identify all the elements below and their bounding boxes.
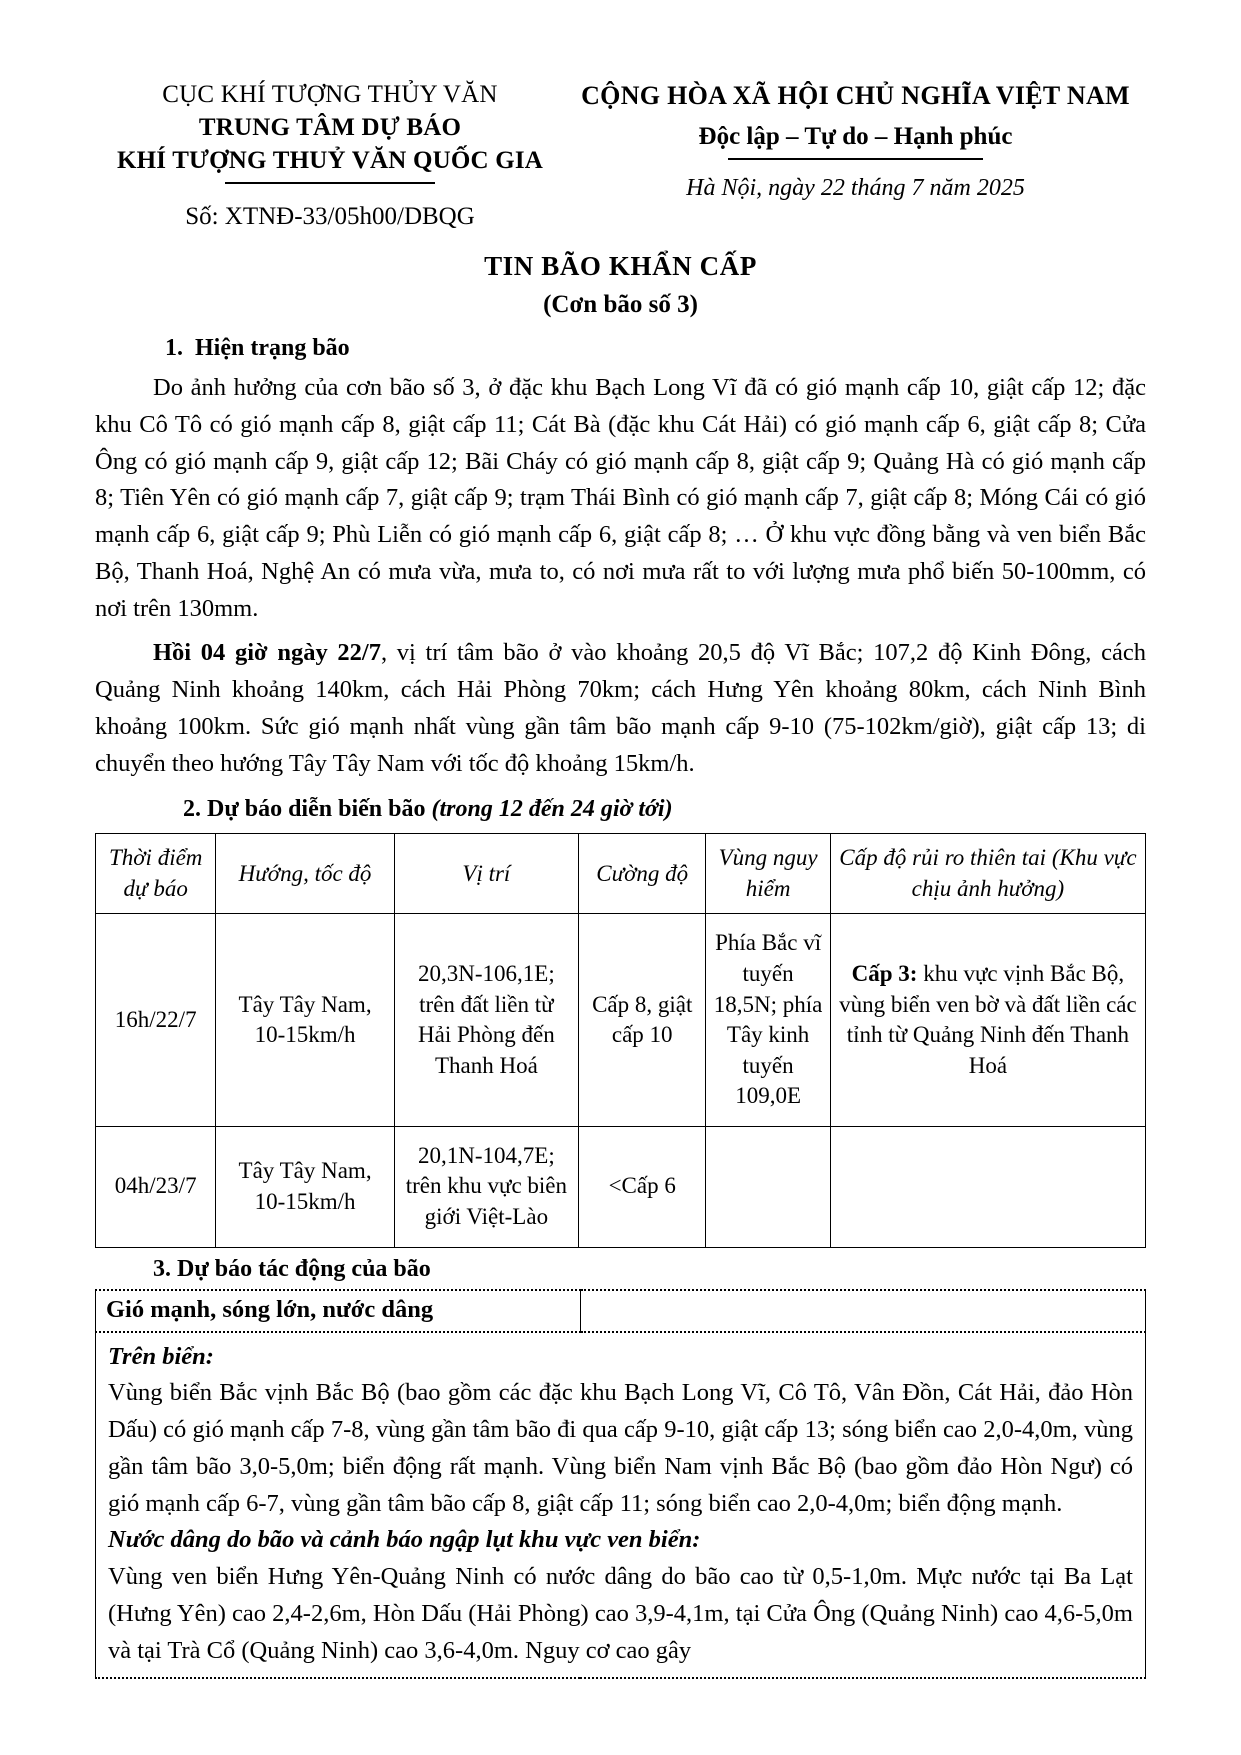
document-header xyxy=(0,0,1241,233)
table-header-row xyxy=(96,834,1146,914)
cell-intensity: Cấp 8, giật cấp 10 xyxy=(579,914,706,1126)
agency-line-2: TRUNG TÂM DỰ BÁO xyxy=(198,114,462,141)
impact-table-body xyxy=(96,1290,1146,1679)
forecast-time-emphasis: Hồi 04 giờ ngày 22/7 xyxy=(153,639,381,667)
page-title: TIN BÃO KHẨN CẤP xyxy=(484,251,757,281)
cell-intensity: <Cấp 6 xyxy=(579,1126,706,1247)
cell-risk-level xyxy=(830,914,1145,1126)
header-danger-zone: Vùng nguy hiểm xyxy=(706,834,830,914)
impact-title-empty-cell xyxy=(580,1290,1145,1332)
header-intensity: Cường độ xyxy=(579,834,706,914)
risk-level-badge: Cấp 3: xyxy=(851,960,918,986)
cell-danger-zone xyxy=(706,1126,830,1247)
surge-impact-label: Nước dâng do bão và cảnh báo ngập lụt khu vực ven biển: xyxy=(108,1526,701,1554)
forecast-table xyxy=(95,833,1146,1247)
cell-position: 20,3N-106,1E; trên đất liền từ Hải Phòng đến Thanh Hoá xyxy=(394,914,578,1126)
table-row xyxy=(96,1126,1146,1247)
issuing-agency-block xyxy=(95,78,565,233)
agency-divider xyxy=(225,182,435,184)
cell-danger-zone: Phía Bắc vĩ tuyến 18,5N; phía Tây kinh tuyến 109,0E xyxy=(706,914,830,1126)
sea-impact-label-text: Trên biển xyxy=(108,1342,206,1370)
document-number: Số: XTNĐ-33/05h00/DBQG xyxy=(185,203,475,230)
table-row xyxy=(96,914,1146,1126)
sea-impact-label-colon: : xyxy=(205,1342,214,1370)
national-motto: Độc lập – Tự do – Hạnh phúc xyxy=(698,122,1013,150)
header-risk-level: Cấp độ rủi ro thiên tai (Khu vực chịu ảnh hưởng) xyxy=(830,834,1145,914)
impact-title-row xyxy=(96,1290,1146,1332)
header-time: Thời điểm dự báo xyxy=(96,834,216,914)
sea-impact-text: Vùng biển Bắc vịnh Bắc Bộ (bao gồm các đặc khu Bạch Long Vĩ, Cô Tô, Vân Đồn, Cát Hải, đảo Hòn Dấu) có gió mạnh cấp 7-8, vùng gần tâm bão đi qua cấp 9-10, giật cấp 13; sóng biển cao 2,0-4,0m, vùng gần tâm bão 3,0-5,0m; biển động rất mạnh. Vùng biển Nam vịnh Bắc Bộ (bao gồm đảo Hòn Ngư) có gió mạnh cấp 6-7, vùng gần tâm bão cấp 8, giật cấp 11; sóng biển cao 2,0-4,0m; biển động mạnh. xyxy=(108,1379,1133,1517)
issue-date: Hà Nội, ngày 22 tháng 7 năm 2025 xyxy=(686,175,1025,202)
forecast-table-head xyxy=(96,834,1146,914)
sea-impact-label xyxy=(108,1339,1133,1376)
section-2-label: 2. Dự báo diễn biến bão xyxy=(183,796,432,823)
document-body xyxy=(0,335,1241,1679)
national-divider xyxy=(728,158,983,160)
surge-impact-text: Vùng ven biển Hưng Yên-Quảng Ninh có nước dâng do bão cao từ 0,5-1,0m. Mực nước tại Ba Lạt (Hưng Yên) cao 2,4-2,6m, Hòn Dấu (Hải Phòng) cao 3,9-4,1m, tại Cửa Ông (Quảng Ninh) cao 4,6-5,0m và tại Trà Cổ (Quảng Ninh) cao 3,6-4,0m. Nguy cơ cao gây xyxy=(108,1563,1133,1664)
section-2-heading xyxy=(95,796,1146,823)
forecast-table-body xyxy=(96,914,1146,1247)
cell-position: 20,1N-104,7E; trên khu vực biên giới Việt-Lào xyxy=(394,1126,578,1247)
section-2-timeframe: (trong 12 đến 24 giờ tới) xyxy=(431,796,673,823)
impact-table xyxy=(95,1289,1146,1680)
header-direction: Hướng, tốc độ xyxy=(216,834,394,914)
section-1-heading xyxy=(95,335,1146,362)
cell-time: 16h/22/7 xyxy=(96,914,216,1126)
agency-line-1: CỤC KHÍ TƯỢNG THỦY VĂN xyxy=(162,81,498,108)
section-1-paragraph-1: Do ảnh hưởng của cơn bão số 3, ở đặc khu Bạch Long Vĩ đã có gió mạnh cấp 10, giật cấp 12; đặc khu Cô Tô có gió mạnh cấp 8, giật cấp 11; Cát Bà (đặc khu Cát Hải) có gió mạnh cấp 6, giật cấp 8; Cửa Ông có gió mạnh cấp 9, giật cấp 12; Bãi Cháy có gió mạnh cấp 8, giật cấp 9; Quảng Hà có gió mạnh cấp 8; Tiên Yên có gió mạnh cấp 7, giật cấp 9; trạm Thái Bình có gió mạnh cấp 7, giật cấp 8; Móng Cái có gió mạnh cấp 6, giật cấp 9; Phù Liễn có gió mạnh cấp 6, giật cấp 8; … Ở khu vực đồng bằng và ven biển Bắc Bộ, Thanh Hoá, Nghệ An có mưa vừa, mưa to, có nơi mưa rất to với lượng mưa phổ biến 50-100mm, có nơi trên 130mm. xyxy=(95,374,1146,622)
page-subtitle: (Cơn bão số 3) xyxy=(543,291,698,318)
national-title: CỘNG HÒA XÃ HỘI CHỦ NGHĨA VIỆT NAM xyxy=(581,81,1130,110)
cell-time: 04h/23/7 xyxy=(96,1126,216,1247)
risk-area-text: khu vực vịnh Bắc Bộ, vùng biển ven bờ và đất liền các tỉnh từ Quảng Ninh đến Thanh Hoá xyxy=(839,960,1137,1078)
header-position: Vị trí xyxy=(394,834,578,914)
section-3-heading: 3. Dự báo tác động của bão xyxy=(153,1255,431,1282)
national-heading-block xyxy=(565,78,1146,205)
agency-line-3: KHÍ TƯỢNG THUỶ VĂN QUỐC GIA xyxy=(116,147,544,174)
cell-direction: Tây Tây Nam, 10-15km/h xyxy=(216,914,394,1126)
cell-risk-level xyxy=(830,1126,1145,1247)
section-1-number: 1. xyxy=(165,335,183,361)
impact-content-cell xyxy=(96,1332,1146,1679)
cell-direction: Tây Tây Nam, 10-15km/h xyxy=(216,1126,394,1247)
impact-content-row xyxy=(96,1332,1146,1679)
impact-title-cell: Gió mạnh, sóng lớn, nước dâng xyxy=(96,1290,581,1332)
forecast-position-text: , vị trí tâm bão ở vào khoảng 20,5 độ Vĩ Bắc; 107,2 độ Kinh Đông, cách Quảng Ninh khoảng 140km, cách Hải Phòng 70km; cách Hưng Yên khoảng 80km, cách Ninh Bình khoảng 100km. Sức gió mạnh nhất vùng gần tâm bão mạnh cấp 9-10 (75-102km/giờ), giật cấp 13; di chuyển theo hướng Tây Tây Nam với tốc độ khoảng 15km/h. xyxy=(95,639,1146,777)
section-1-label: Hiện trạng bão xyxy=(195,335,350,361)
section-1-paragraph-2 xyxy=(95,635,1146,782)
